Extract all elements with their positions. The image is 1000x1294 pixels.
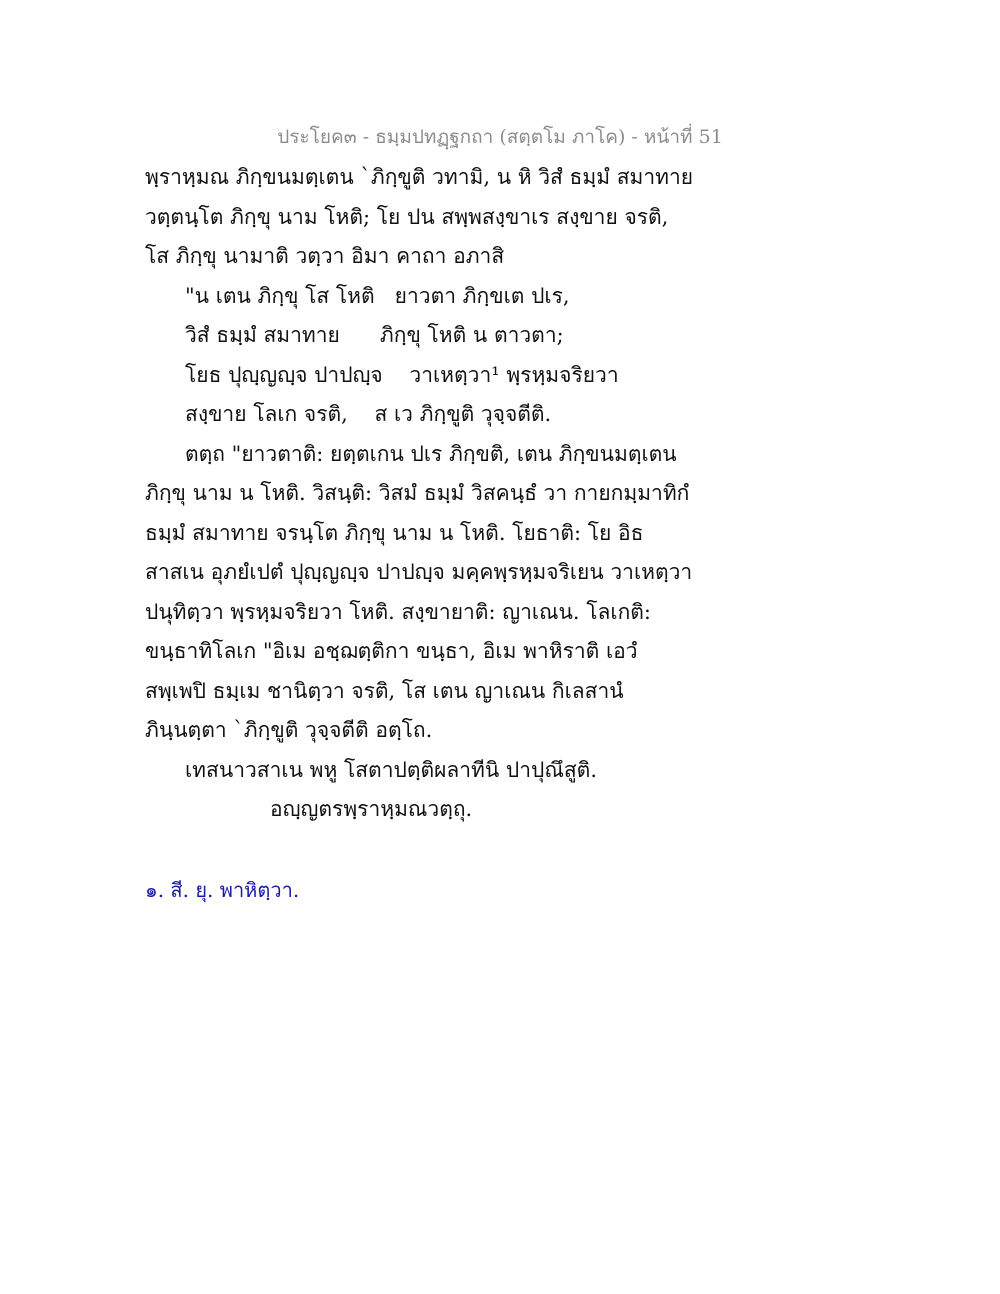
footnote: ๑. สี. ยุ. พาหิตฺวา. <box>145 878 300 902</box>
verse-line: วิสํ ธมฺมํ สมาทาย ภิกฺขุ โหติ น ตาวตา; <box>185 323 564 347</box>
text-line: ภิกฺขุ นาม น โหติ. วิสนฺติ: วิสมํ ธมฺมํ วิสคนฺธํ วา กายกมฺมาทิกํ <box>145 481 690 505</box>
verse-line: "น เตน ภิกฺขุ โส โหติ ยาวตา ภิกฺขเต ปเร, <box>185 283 570 308</box>
body-text <box>145 158 694 830</box>
running-header <box>0 122 1000 152</box>
running-title: ประโยค๓ - ธมฺมปทฏฺฐกถา (สตฺตโม ภาโค) - หน้าที่ 51 <box>277 126 723 148</box>
section-title: อญฺญตรพฺราหฺมณวตฺถุ. <box>270 797 473 821</box>
text-line: เทสนาวสาเน พหู โสตาปตฺติผลาทีนิ ปาปุณึสูติ. <box>185 757 597 782</box>
text-line: พฺราหฺมณ ภิกฺขนมตฺเตน `ภิกฺขูติ วทามิ, น หิ วิสํ ธมฺมํ สมาทาย <box>145 165 694 189</box>
text-line: ธมฺมํ สมาทาย จรนฺโต ภิกฺขุ นาม น โหติ. โยธาติ: โย อิธ <box>145 520 644 545</box>
verse-line: สงฺขาย โลเก จรติ, ส เว ภิกฺขูติ วุจฺจตีติ. <box>185 402 552 426</box>
verse-line: โยธ ปุญฺญญฺจ ปาปญฺจ วาเหตฺวา¹ พฺรหฺมจริยวา <box>185 362 619 387</box>
text-line: วตฺตนฺโต ภิกฺขุ นาม โหติ; โย ปน สพฺพสงฺขาเร สงฺขาย จรติ, <box>145 204 669 229</box>
text-line: สาสเน อุภยํเปตํ ปุญฺญญฺจ ปาปญฺจ มคฺคพฺรหฺมจริเยน วาเหตฺวา <box>145 560 693 584</box>
text-line: ปนุทิตฺวา พฺรหฺมจริยวา โหติ. สงฺขายาติ: ญาเณน. โลเกติ: <box>145 599 651 624</box>
text-line: โส ภิกฺขุ นามาติ วตฺวา อิมา คาถา อภาสิ <box>145 244 505 268</box>
text-line: สพฺเพปิ ธมฺเม ชานิตฺวา จรติ, โส เตน ญาเณน กิเลสานํ <box>145 678 624 703</box>
text-line: ตตฺถ "ยาวตาติ: ยตฺตเกน ปเร ภิกฺขติ, เตน ภิกฺขนมตฺเตน <box>185 441 677 466</box>
text-line: ภินฺนตฺตา `ภิกฺขูติ วุจฺจตีติ อตฺโถ. <box>145 718 433 742</box>
text-line: ขนฺธาทิโลเก "อิเม อชฺฌตฺติกา ขนฺธา, อิเม พาหิราติ เอวํ <box>145 639 638 663</box>
